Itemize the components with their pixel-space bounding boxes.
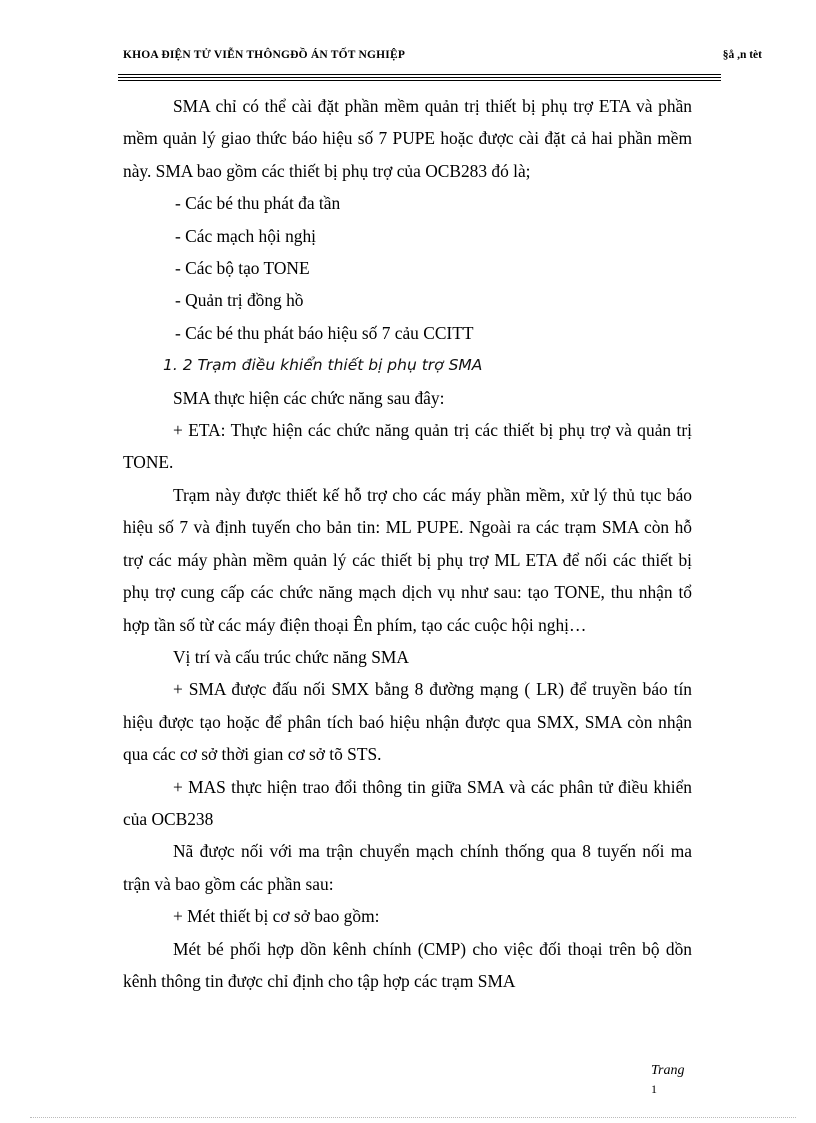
header-divider: [118, 80, 721, 81]
paragraph: SMA chỉ có thể cài đặt phần mềm quản trị thiết bị phụ trợ ETA và phần mềm quản lý giao thức báo hiệu số 7 PUPE hoặc được cài đặt cả hai phần mềm này. SMA bao gồm các thiết bị phụ trợ của OCB283 đó là;: [123, 96, 692, 181]
paragraph: Trạm này được thiết kế hỗ trợ cho các máy phần mềm, xử lý thủ tục báo hiệu số 7 và định tuyến cho bản tin: ML PUPE. Ngoài ra các trạm SMA còn hỗ trợ các máy phàn mềm quản lý các thiết bị phụ trợ ML ETA để nối các thiết bị phụ trợ cung cấp các chức năng mạch dịch vụ như sau: tạo TONE, thu nhận tổ hợp tần số từ các máy điện thoại Ên phím, tạo các cuộc hội nghị…: [123, 484, 692, 635]
section-heading: 1. 2 Trạm điều khiển thiết bị phụ trợ SMA: [163, 356, 483, 375]
bullet-item: - Các bộ tạo TONE: [175, 258, 310, 279]
paragraph: Vị trí và cấu trúc chức năng SMA: [173, 646, 409, 667]
document-body: [123, 90, 692, 997]
bullet-item: - Các bé thu phát báo hiệu số 7 cảu CCITT: [175, 322, 474, 343]
bullet-item: - Các bé thu phát đa tần: [175, 193, 341, 214]
page-number: 1: [651, 1082, 657, 1096]
paragraph: Nã được nối với ma trận chuyển mạch chính thống qua 8 tuyến nối ma trận và bao gồm các phần sau:: [123, 841, 692, 894]
paragraph: + SMA được đấu nối SMX bằng 8 đường mạng ( LR) để truyền báo tín hiệu được tạo hoặc để phân tích baó hiệu nhận được qua SMX, SMA còn nhận qua các cơ sở thời gian cơ sở tõ STS.: [123, 679, 692, 765]
paragraph: + MAS thực hiện trao đổi thông tin giữa SMA và các phân tử điều khiển của OCB238: [123, 776, 692, 829]
bullet-item: - Các mạch hội nghị: [175, 225, 317, 246]
page-label: Trang: [651, 1063, 685, 1078]
paragraph: SMA thực hiện các chức năng sau đây:: [173, 387, 445, 408]
paragraph: Mét bé phối hợp dồn kênh chính (CMP) cho việc đối thoại trên bộ dồn kênh thông tin được chỉ định cho tập hợp các trạm SMA: [123, 938, 692, 991]
header-divider: [118, 77, 721, 78]
document-header-right: §å ,n tèt: [722, 49, 762, 61]
document-header-title: KHOA ĐIỆN TỬ VIỄN THÔNGĐỒ ÁN TỐT NGHIỆP: [123, 49, 406, 61]
paragraph: + ETA: Thực hiện các chức năng quản trị các thiết bị phụ trợ và quản trị TONE.: [123, 420, 692, 473]
page-bottom-border: [30, 1117, 796, 1118]
paragraph: + Mét thiết bị cơ sở bao gồm:: [173, 906, 380, 927]
bullet-item: - Quản trị đồng hồ: [175, 290, 304, 311]
header-divider: [118, 74, 721, 75]
